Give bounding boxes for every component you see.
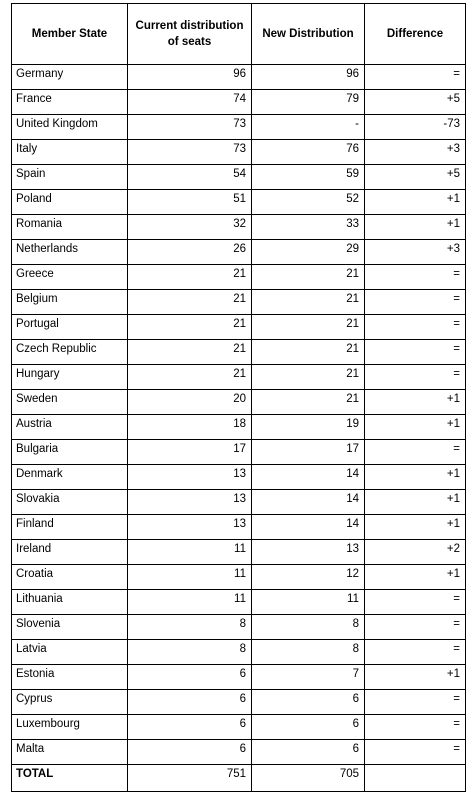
total-new: 705 xyxy=(252,765,365,792)
header-member-state: Member State xyxy=(12,4,128,65)
table-row xyxy=(12,665,466,690)
new-seats-cell: 21 xyxy=(252,290,365,315)
table-row xyxy=(12,565,466,590)
member-state-cell: Estonia xyxy=(12,665,128,690)
header-current-distribution: Current distribution of seats xyxy=(128,4,252,65)
table-row xyxy=(12,315,466,340)
current-seats-cell: 11 xyxy=(128,590,252,615)
difference-cell: +5 xyxy=(365,90,466,115)
header-new-distribution: New Distribution xyxy=(252,4,365,65)
current-seats-cell: 21 xyxy=(128,315,252,340)
member-state-cell: Luxembourg xyxy=(12,715,128,740)
current-seats-cell: 6 xyxy=(128,715,252,740)
difference-cell: +3 xyxy=(365,140,466,165)
current-seats-cell: 6 xyxy=(128,690,252,715)
table-row xyxy=(12,540,466,565)
member-state-cell: Spain xyxy=(12,165,128,190)
table-row xyxy=(12,190,466,215)
table-header xyxy=(12,4,466,65)
new-seats-cell: 6 xyxy=(252,690,365,715)
current-seats-cell: 54 xyxy=(128,165,252,190)
current-seats-cell: 8 xyxy=(128,640,252,665)
new-seats-cell: 21 xyxy=(252,265,365,290)
table-row xyxy=(12,340,466,365)
total-label: TOTAL xyxy=(12,765,128,792)
new-seats-cell: 33 xyxy=(252,215,365,240)
table-row xyxy=(12,240,466,265)
member-state-cell: United Kingdom xyxy=(12,115,128,140)
difference-cell: = xyxy=(365,340,466,365)
difference-cell: +1 xyxy=(365,415,466,440)
member-state-cell: Cyprus xyxy=(12,690,128,715)
member-state-cell: Bulgaria xyxy=(12,440,128,465)
table-row xyxy=(12,90,466,115)
table-row xyxy=(12,640,466,665)
member-state-cell: Poland xyxy=(12,190,128,215)
difference-cell: +1 xyxy=(365,465,466,490)
table-row xyxy=(12,65,466,90)
new-seats-cell: 76 xyxy=(252,140,365,165)
new-seats-cell: 14 xyxy=(252,465,365,490)
new-seats-cell: 6 xyxy=(252,740,365,765)
difference-cell: = xyxy=(365,440,466,465)
member-state-cell: Sweden xyxy=(12,390,128,415)
current-seats-cell: 73 xyxy=(128,115,252,140)
member-state-cell: Ireland xyxy=(12,540,128,565)
new-seats-cell: 6 xyxy=(252,715,365,740)
difference-cell: +3 xyxy=(365,240,466,265)
member-state-cell: France xyxy=(12,90,128,115)
current-seats-cell: 21 xyxy=(128,340,252,365)
new-seats-cell: 17 xyxy=(252,440,365,465)
current-seats-cell: 21 xyxy=(128,290,252,315)
table-row xyxy=(12,290,466,315)
table-row xyxy=(12,390,466,415)
member-state-cell: Belgium xyxy=(12,290,128,315)
member-state-cell: Hungary xyxy=(12,365,128,390)
member-state-cell: Slovenia xyxy=(12,615,128,640)
new-seats-cell: 21 xyxy=(252,340,365,365)
table-row xyxy=(12,440,466,465)
member-state-cell: Finland xyxy=(12,515,128,540)
table-row xyxy=(12,490,466,515)
new-seats-cell: 12 xyxy=(252,565,365,590)
new-seats-cell: 21 xyxy=(252,390,365,415)
current-seats-cell: 11 xyxy=(128,540,252,565)
member-state-cell: Malta xyxy=(12,740,128,765)
new-seats-cell: 19 xyxy=(252,415,365,440)
difference-cell: = xyxy=(365,290,466,315)
new-seats-cell: 14 xyxy=(252,490,365,515)
new-seats-cell: 7 xyxy=(252,665,365,690)
member-state-cell: Austria xyxy=(12,415,128,440)
total-current: 751 xyxy=(128,765,252,792)
difference-cell: +1 xyxy=(365,390,466,415)
new-seats-cell: 79 xyxy=(252,90,365,115)
table-row xyxy=(12,740,466,765)
current-seats-cell: 26 xyxy=(128,240,252,265)
new-seats-cell: 96 xyxy=(252,65,365,90)
current-seats-cell: 74 xyxy=(128,90,252,115)
current-seats-cell: 96 xyxy=(128,65,252,90)
member-state-cell: Slovakia xyxy=(12,490,128,515)
table-row xyxy=(12,465,466,490)
difference-cell: = xyxy=(365,740,466,765)
table-row xyxy=(12,215,466,240)
difference-cell: = xyxy=(365,715,466,740)
current-seats-cell: 17 xyxy=(128,440,252,465)
member-state-cell: Netherlands xyxy=(12,240,128,265)
new-seats-cell: 59 xyxy=(252,165,365,190)
difference-cell: +1 xyxy=(365,215,466,240)
total-difference xyxy=(365,765,466,792)
difference-cell: +2 xyxy=(365,540,466,565)
header-row xyxy=(12,4,466,65)
table-row xyxy=(12,690,466,715)
new-seats-cell: 21 xyxy=(252,365,365,390)
member-state-cell: Germany xyxy=(12,65,128,90)
current-seats-cell: 11 xyxy=(128,565,252,590)
difference-cell: = xyxy=(365,365,466,390)
difference-cell: +1 xyxy=(365,490,466,515)
new-seats-cell: 8 xyxy=(252,640,365,665)
table-row xyxy=(12,265,466,290)
table-body xyxy=(12,65,466,765)
member-state-cell: Latvia xyxy=(12,640,128,665)
member-state-cell: Lithuania xyxy=(12,590,128,615)
header-difference: Difference xyxy=(365,4,466,65)
new-seats-cell: 11 xyxy=(252,590,365,615)
current-seats-cell: 13 xyxy=(128,490,252,515)
difference-cell: +5 xyxy=(365,165,466,190)
member-state-cell: Romania xyxy=(12,215,128,240)
table-row xyxy=(12,415,466,440)
difference-cell: = xyxy=(365,615,466,640)
member-state-cell: Greece xyxy=(12,265,128,290)
difference-cell: +1 xyxy=(365,665,466,690)
member-state-cell: Denmark xyxy=(12,465,128,490)
current-seats-cell: 21 xyxy=(128,265,252,290)
difference-cell: = xyxy=(365,65,466,90)
new-seats-cell: - xyxy=(252,115,365,140)
difference-cell: = xyxy=(365,640,466,665)
member-state-cell: Croatia xyxy=(12,565,128,590)
current-seats-cell: 13 xyxy=(128,515,252,540)
table-row xyxy=(12,515,466,540)
difference-cell: -73 xyxy=(365,115,466,140)
current-seats-cell: 21 xyxy=(128,365,252,390)
table-row xyxy=(12,365,466,390)
current-seats-cell: 8 xyxy=(128,615,252,640)
table-row xyxy=(12,140,466,165)
table-footer xyxy=(12,765,466,792)
difference-cell: = xyxy=(365,590,466,615)
table-row xyxy=(12,615,466,640)
difference-cell: +1 xyxy=(365,515,466,540)
current-seats-cell: 32 xyxy=(128,215,252,240)
new-seats-cell: 52 xyxy=(252,190,365,215)
table-row xyxy=(12,715,466,740)
difference-cell: +1 xyxy=(365,190,466,215)
seat-distribution-table xyxy=(11,3,466,792)
table-row xyxy=(12,165,466,190)
new-seats-cell: 13 xyxy=(252,540,365,565)
difference-cell: = xyxy=(365,690,466,715)
current-seats-cell: 13 xyxy=(128,465,252,490)
table-row xyxy=(12,115,466,140)
new-seats-cell: 8 xyxy=(252,615,365,640)
total-row xyxy=(12,765,466,792)
current-seats-cell: 6 xyxy=(128,740,252,765)
difference-cell: +1 xyxy=(365,565,466,590)
new-seats-cell: 29 xyxy=(252,240,365,265)
new-seats-cell: 14 xyxy=(252,515,365,540)
current-seats-cell: 6 xyxy=(128,665,252,690)
table-row xyxy=(12,590,466,615)
member-state-cell: Czech Republic xyxy=(12,340,128,365)
current-seats-cell: 20 xyxy=(128,390,252,415)
member-state-cell: Italy xyxy=(12,140,128,165)
difference-cell: = xyxy=(365,315,466,340)
difference-cell: = xyxy=(365,265,466,290)
current-seats-cell: 73 xyxy=(128,140,252,165)
member-state-cell: Portugal xyxy=(12,315,128,340)
new-seats-cell: 21 xyxy=(252,315,365,340)
current-seats-cell: 18 xyxy=(128,415,252,440)
current-seats-cell: 51 xyxy=(128,190,252,215)
